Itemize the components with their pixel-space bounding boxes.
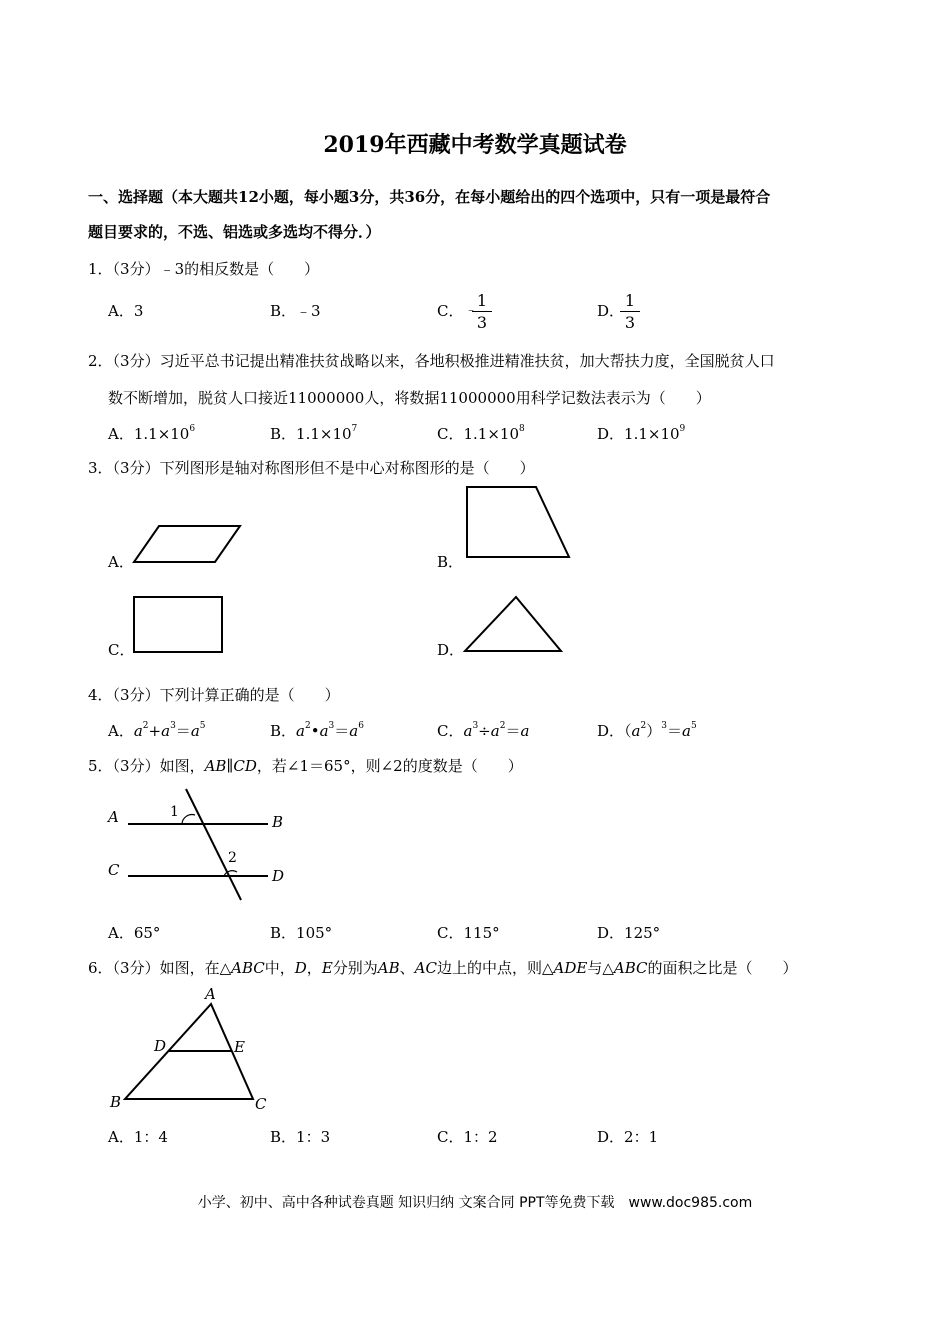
q6-option-d: D．2：1: [597, 1128, 659, 1146]
q1-option-c-label: C．: [437, 302, 464, 320]
q5-option-d: D．125°: [597, 924, 661, 942]
q6-option-a: A．1：4: [108, 1128, 168, 1146]
q3-option-a-label: A．: [108, 553, 134, 571]
q1-option-d-numerator: 1: [624, 291, 636, 310]
q5-option-a: A．65°: [108, 924, 161, 942]
q2-stem-line1: 2．（3分）习近平总书记提出精准扶贫战略以来，各地积极推进精准扶贫，加大帮扶力度，全国脱贫人口: [88, 352, 775, 370]
q2-option-a: A．$1.1\times 10^6$: [108, 424, 196, 443]
q1-option-d-label: D．: [597, 302, 625, 320]
q5-label-c: C: [108, 861, 120, 879]
page-title: 2019年西藏中考数学真题试卷: [323, 132, 627, 158]
section-heading-line2: 题目要求的，不选、铝选或多选均不得分．）: [88, 223, 381, 241]
section-heading-line1: 一、选择题（本大题共12小题，每小题3分，共36分，在每小题给出的四个选项中，只有一项是最符合: [88, 188, 771, 206]
q2-option-c: C．$1.1\times 10^8$: [437, 424, 525, 443]
q5-option-b: B．105°: [270, 924, 333, 942]
q1-option-d-denominator: 3: [624, 313, 636, 332]
q2-option-b: B．$1.1\times 10^7$: [270, 424, 358, 443]
q5-label-b: B: [272, 813, 284, 831]
q4-option-c: C．$a^3\div a^2=a$: [437, 721, 530, 740]
q1-stem: 1．（3分）﹣3的相反数是（ ）: [88, 260, 320, 278]
q6-label-d: D: [154, 1037, 167, 1055]
q3-option-b-label: B．: [437, 553, 464, 571]
q5-angle-2-label: 2: [228, 850, 237, 866]
q4-option-d: D．$(a^2)^3=a^5$: [597, 721, 697, 740]
q2-stem-line2: 数不断增加，脱贫人口接近11000000人，将数据11000000用科学记数法表示为（ ）: [108, 389, 711, 407]
q6-label-c: C: [255, 1095, 267, 1113]
q6-option-b: B．1：3: [270, 1128, 331, 1146]
q1-option-c-numerator: 1: [476, 291, 488, 310]
q4-option-a: A．$a^2+a^3=a^5$: [108, 721, 206, 740]
q4-stem: 4．（3分）下列计算正确的是（ ）: [88, 686, 340, 704]
q6-label-e: E: [234, 1038, 245, 1056]
q1-option-c-denominator: 3: [476, 313, 488, 332]
q3-stem: 3．（3分）下列图形是轴对称图形但不是中心对称图形的是（ ）: [88, 459, 535, 477]
q6-label-b: B: [110, 1093, 122, 1111]
q5-label-a: A: [108, 808, 119, 826]
q6-label-a: A: [205, 985, 216, 1003]
q5-label-d: D: [272, 867, 285, 885]
q5-angle-1-label: 1: [170, 804, 179, 820]
page-footer: 小学、初中、高中各种试卷真题 知识归纳 文案合同 PPT等免费下载 www.doc985.com: [197, 1195, 753, 1211]
q5-option-c: C．115°: [437, 924, 500, 942]
q6-option-c: C．1：2: [437, 1128, 498, 1146]
q1-option-c-sign: ﹣: [465, 302, 478, 316]
q5-stem: 5．（3分）如图，AB∥CD，若∠1＝65°，则∠2的度数是（ ）: [88, 757, 523, 775]
q1-option-b: B．﹣3: [270, 302, 321, 320]
q3-option-c-label: C．: [108, 641, 135, 659]
q4-option-b: B．$a^2•a^3=a^6$: [270, 721, 364, 740]
q2-option-d: D．$1.1\times 10^9$: [597, 424, 686, 443]
q6-stem: 6．（3分）如图，在△ABC中，D，E分别为AB、AC边上的中点，则△ADE与△ABC的面积之比是（ ）: [88, 959, 798, 977]
q3-option-d-label: D．: [437, 641, 465, 659]
q1-option-a: A．3: [108, 302, 144, 320]
